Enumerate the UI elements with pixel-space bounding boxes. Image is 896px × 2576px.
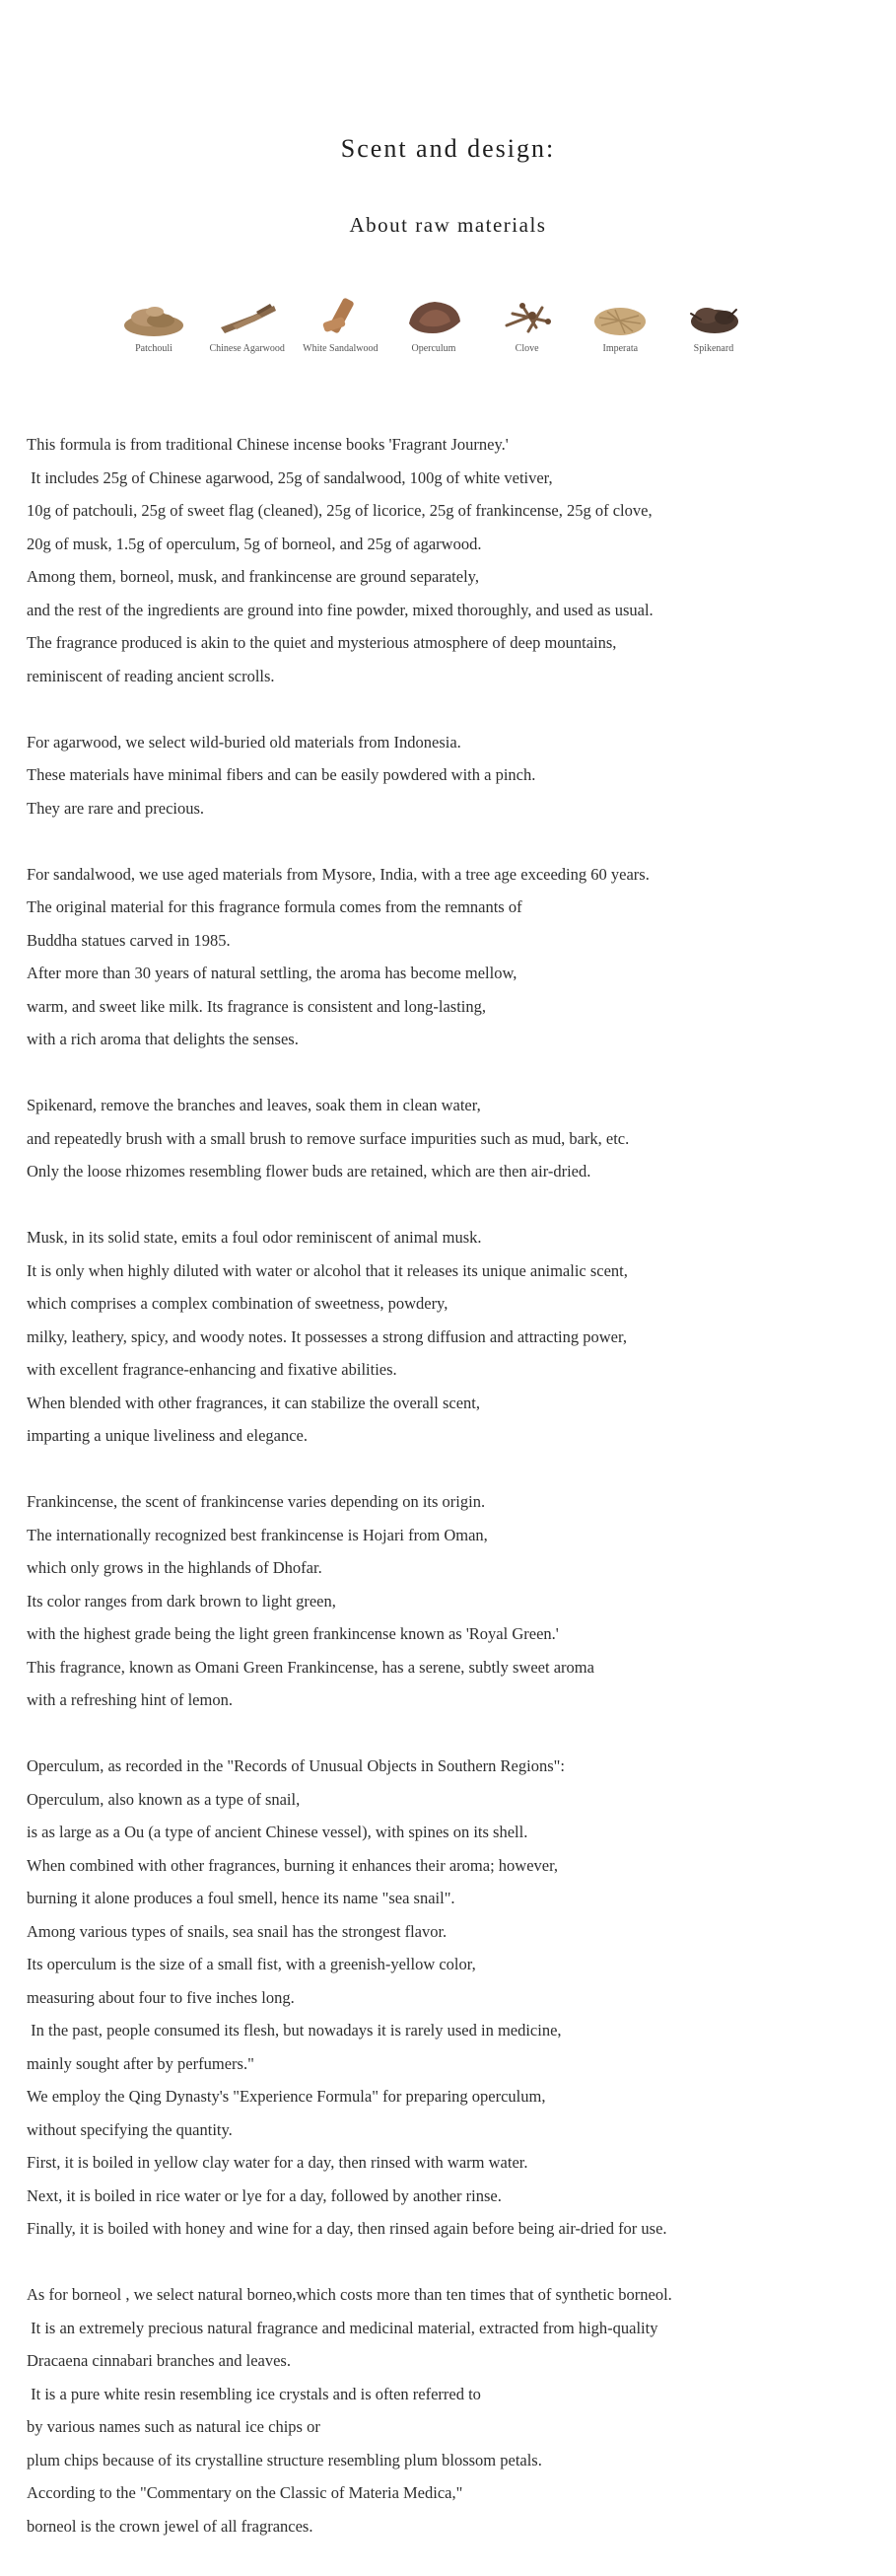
text-line: It is only when highly diluted with water or alcohol that it releases its unique animalic scent,: [27, 1260, 628, 1280]
text-line: Among them, borneol, musk, and frankincense are ground separately,: [27, 567, 479, 586]
text-line: The internationally recognized best frankincense is Hojari from Oman,: [27, 1525, 488, 1544]
text-line: After more than 30 years of natural settling, the aroma has become mellow,: [27, 964, 517, 982]
paragraph-sandalwood: [27, 858, 874, 1056]
agarwood-icon: [213, 294, 282, 339]
materials-row: [108, 294, 759, 354]
text-line: plum chips because of its crystalline structure resembling plum blossom petals.: [27, 2450, 542, 2469]
text-line: According to the "Commentary on the Classic of Materia Medica,": [27, 2483, 463, 2502]
text-line: In the past, people consumed its flesh, but nowadays it is rarely used in medicine,: [27, 2021, 562, 2039]
paragraph-agarwood: [27, 726, 874, 825]
text-line: milky, leathery, spicy, and woody notes. It possesses a strong diffusion and attracting power,: [27, 1326, 627, 1346]
text-line: is as large as a Ou (a type of ancient Chinese vessel), with spines on its shell.: [27, 1823, 528, 1841]
text-line: warm, and sweet like milk. Its fragrance is consistent and long-lasting,: [27, 996, 487, 1016]
text-line: Finally, it is boiled with honey and wine for a day, then rinsed again before being air-dried for use.: [27, 2219, 667, 2238]
text-line: Its operculum is the size of a small fist, with a greenish-yellow color,: [27, 1955, 476, 1973]
text-line: mainly sought after by perfumers.": [27, 2053, 254, 2073]
text-line: It includes 25g of Chinese agarwood, 25g of sandalwood, 100g of white vetiver,: [27, 467, 553, 487]
text-line: When combined with other fragrances, burning it enhances their aroma; however,: [27, 1855, 559, 1875]
operculum-icon: [399, 294, 468, 339]
material-label: Patchouli: [135, 343, 172, 354]
material-label: Spikenard: [693, 343, 734, 354]
material-label: Operculum: [411, 343, 456, 354]
text-line: Spikenard, remove the branches and leaves, soak them in clean water,: [27, 1096, 481, 1114]
material-clove: [482, 294, 573, 354]
material-sandalwood: [295, 294, 385, 354]
text-line: This fragrance, known as Omani Green Frankincense, has a serene, subtly sweet aroma: [27, 1657, 594, 1677]
text-line: Frankincense, the scent of frankincense varies depending on its origin.: [27, 1492, 486, 1511]
paragraph-spikenard: [27, 1089, 874, 1188]
paragraph-frankincense: [27, 1485, 874, 1717]
text-line: Only the loose rhizomes resembling flower buds are retained, which are then air-dried.: [27, 1162, 591, 1181]
text-line: burning it alone produces a foul smell, hence its name "sea snail".: [27, 1889, 455, 1907]
paragraph-formula: [27, 428, 874, 692]
section-title: About raw materials: [349, 213, 547, 237]
material-agarwood: [202, 294, 293, 354]
text-line: Its color ranges from dark brown to light green,: [27, 1591, 336, 1610]
text-line: and the rest of the ingredients are ground into fine powder, mixed thoroughly, and used as usual.: [27, 600, 654, 619]
page-title: Scent and design:: [340, 134, 556, 163]
text-line: They are rare and precious.: [27, 798, 205, 818]
text-line: The fragrance produced is akin to the quiet and mysterious atmosphere of deep mountains,: [27, 633, 617, 652]
material-label: White Sandalwood: [303, 343, 379, 354]
material-label: Chinese Agarwood: [209, 343, 285, 354]
text-line: with excellent fragrance-enhancing and fixative abilities.: [27, 1360, 397, 1379]
clove-icon: [493, 294, 562, 339]
text-line: measuring about four to five inches long.: [27, 1987, 295, 2007]
paragraph-operculum: [27, 1750, 874, 2246]
text-line: which only grows in the highlands of Dhofar.: [27, 1558, 322, 1577]
text-line: It is a pure white resin resembling ice crystals and is often referred to: [27, 2384, 481, 2403]
text-line: These materials have minimal fibers and can be easily powdered with a pinch.: [27, 765, 536, 784]
text-line: For sandalwood, we use aged materials from Mysore, India, with a tree age exceeding 60 years.: [27, 864, 650, 884]
text-line: When blended with other fragrances, it can stabilize the overall scent,: [27, 1393, 480, 1412]
text-line: which comprises a complex combination of sweetness, powdery,: [27, 1294, 448, 1313]
material-label: Clove: [515, 343, 539, 354]
text-line: Among various types of snails, sea snail has the strongest flavor.: [27, 1921, 448, 1941]
text-line: Operculum, as recorded in the "Records of Unusual Objects in Southern Regions":: [27, 1756, 565, 1775]
patchouli-icon: [119, 294, 188, 339]
text-line: The original material for this fragrance formula comes from the remnants of: [27, 897, 522, 916]
paragraph-musk: [27, 1221, 874, 1453]
text-line: without specifying the quantity.: [27, 2119, 233, 2139]
text-line: with the highest grade being the light green frankincense known as 'Royal Green.': [27, 1624, 559, 1643]
material-operculum: [388, 294, 479, 354]
material-spikenard: [668, 294, 759, 354]
text-line: For agarwood, we select wild-buried old materials from Indonesia.: [27, 732, 461, 751]
text-line: 10g of patchouli, 25g of sweet flag (cleaned), 25g of licorice, 25g of frankincense, 25g of clove,: [27, 501, 653, 520]
text-line: First, it is boiled in yellow clay water for a day, then rinsed with warm water.: [27, 2153, 528, 2172]
material-label: Imperata: [602, 343, 639, 354]
sandalwood-icon: [306, 294, 375, 339]
text-line: and repeatedly brush with a small brush to remove surface impurities such as mud, bark, etc.: [27, 1128, 630, 1148]
text-line: with a rich aroma that delights the senses.: [27, 1030, 299, 1048]
text-line: Buddha statues carved in 1985.: [27, 930, 231, 950]
text-line: As for borneol , we select natural borneo,which costs more than ten times that of synthetic borneol.: [27, 2285, 672, 2304]
text-line: with a refreshing hint of lemon.: [27, 1690, 233, 1709]
spikenard-icon: [679, 294, 748, 339]
text-line: Musk, in its solid state, emits a foul odor reminiscent of animal musk.: [27, 1228, 482, 1247]
text-line: imparting a unique liveliness and elegance.: [27, 1426, 308, 1445]
text-line: This formula is from traditional Chinese incense books 'Fragrant Journey.': [27, 435, 509, 454]
text-line: by various names such as natural ice chips or: [27, 2417, 320, 2436]
material-imperata: [575, 294, 665, 354]
text-line: Operculum, also known as a type of snail,: [27, 1789, 301, 1809]
text-line: reminiscent of reading ancient scrolls.: [27, 666, 275, 685]
text-line: We employ the Qing Dynasty's "Experience Formula" for preparing operculum,: [27, 2087, 546, 2106]
text-line: 20g of musk, 1.5g of operculum, 5g of borneol, and 25g of agarwood.: [27, 534, 482, 553]
imperata-icon: [586, 294, 655, 339]
text-line: Dracaena cinnabari branches and leaves.: [27, 2351, 291, 2370]
material-patchouli: [108, 294, 199, 354]
text-line: borneol is the crown jewel of all fragrances.: [27, 2516, 313, 2536]
body-text: [27, 428, 874, 2576]
paragraph-borneol: [27, 2278, 874, 2542]
text-line: Next, it is boiled in rice water or lye for a day, followed by another rinse.: [27, 2185, 502, 2205]
text-line: It is an extremely precious natural fragrance and medicinal material, extracted from high-quality: [27, 2318, 658, 2337]
